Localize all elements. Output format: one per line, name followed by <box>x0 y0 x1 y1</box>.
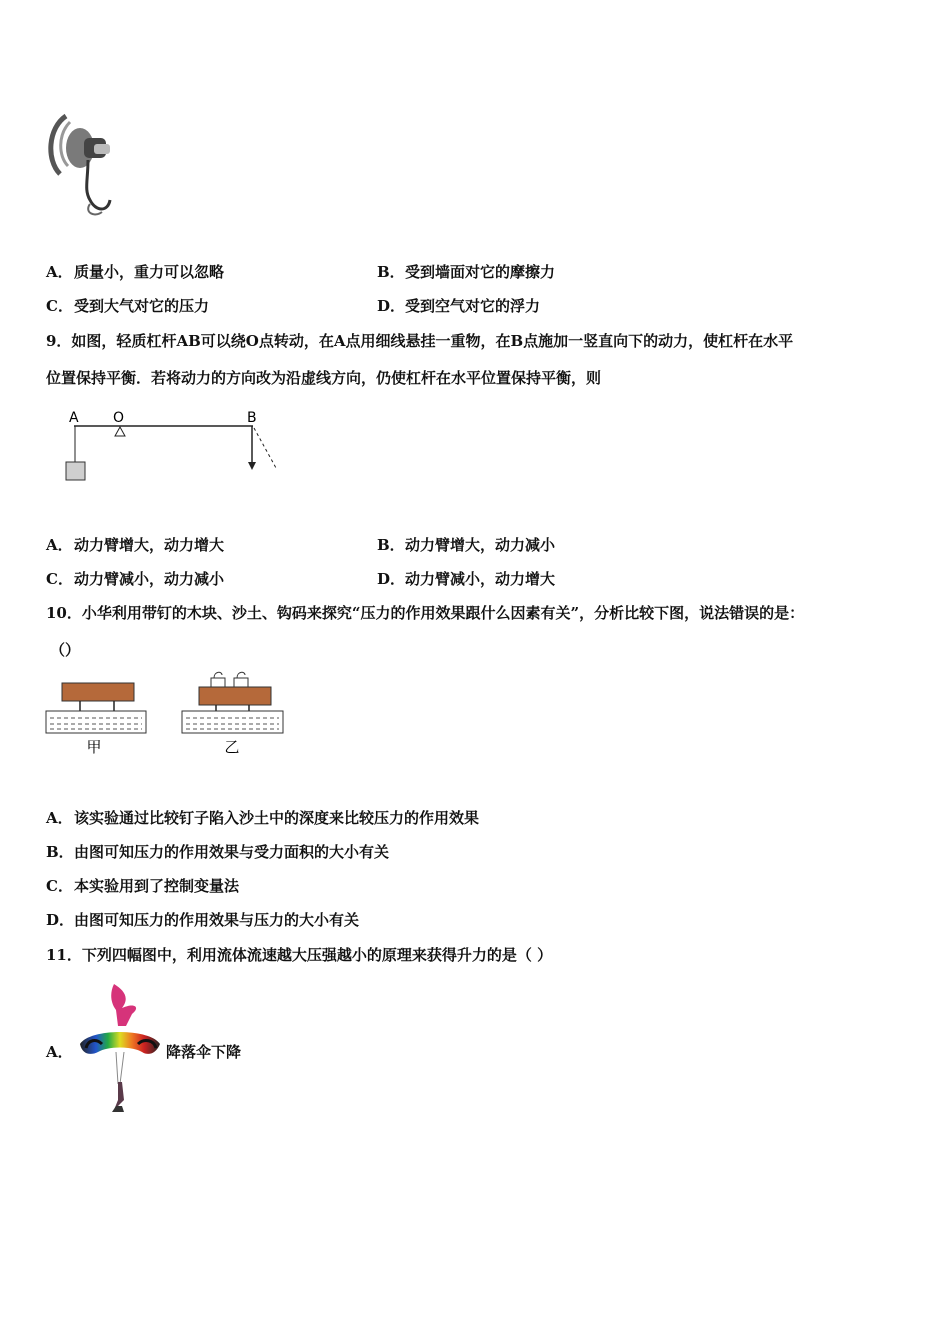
lever-figure <box>60 404 285 486</box>
q10-option-a: A．该实验通过比较钉子陷入沙土中的深度来比较压力的作用效果 <box>46 809 480 827</box>
lever-label-b: B <box>247 410 257 426</box>
q10-stem-line1: 10．小华利用带钉的木块、沙土、钩码来探究“压力的作用效果跟什么因素有关”，分析比较下图，说法错误的是： <box>46 604 805 622</box>
label-jia: 甲 <box>86 738 102 756</box>
setup-yi <box>182 672 283 756</box>
force-arrow-head <box>248 462 256 470</box>
q9-option-c: C．动力臂减小，动力减小 <box>46 570 225 588</box>
q8-option-a: A．质量小，重力可以忽略 <box>46 263 225 281</box>
hanging-weight <box>66 462 85 480</box>
q10-option-b: B．由图可知压力的作用效果与受力面积的大小有关 <box>46 843 390 861</box>
q9-option-d: D．动力臂减小，动力增大 <box>377 570 556 588</box>
q10-option-d: D．由图可知压力的作用效果与压力的大小有关 <box>46 911 360 929</box>
q11-option-a-letter: A． <box>46 1043 73 1061</box>
lever-label-a: A <box>69 410 79 426</box>
q11-option-a-text: 降落伞下降 <box>166 1043 242 1061</box>
dashed-force-line <box>254 428 276 468</box>
q11-stem-line1: 11．下列四幅图中，利用流体流速越大压强越小的原理来获得升力的是（ ） <box>46 946 553 964</box>
q9-stem-line1: 9．如图，轻质杠杆AB可以绕O点转动，在A点用细线悬挂一重物，在B点施加一竖直向下的动力，使杠杆在水平 <box>46 332 794 350</box>
parachute-figure <box>76 978 164 1114</box>
q8-option-d: D．受到空气对它的浮力 <box>377 297 541 315</box>
q9-option-a: A．动力臂增大，动力增大 <box>46 536 225 554</box>
lever-label-o: O <box>113 410 125 426</box>
label-yi: 乙 <box>224 738 240 756</box>
q8-option-b: B．受到墙面对它的摩擦力 <box>377 263 556 281</box>
q8-option-c: C．受到大气对它的压力 <box>46 297 210 315</box>
q9-option-b: B．动力臂增大，动力减小 <box>377 536 556 554</box>
q10-option-c: C．本实验用到了控制变量法 <box>46 877 240 895</box>
suction-hook-figure <box>44 108 118 223</box>
q10-stem-line2: （） <box>50 641 81 659</box>
q9-stem-line2: 位置保持平衡．若将动力的方向改为沿虚线方向，仍使杠杆在水平位置保持平衡，则 <box>46 369 602 387</box>
fulcrum <box>115 427 125 436</box>
pressure-experiment-figure <box>44 668 289 760</box>
setup-jia <box>46 683 146 756</box>
